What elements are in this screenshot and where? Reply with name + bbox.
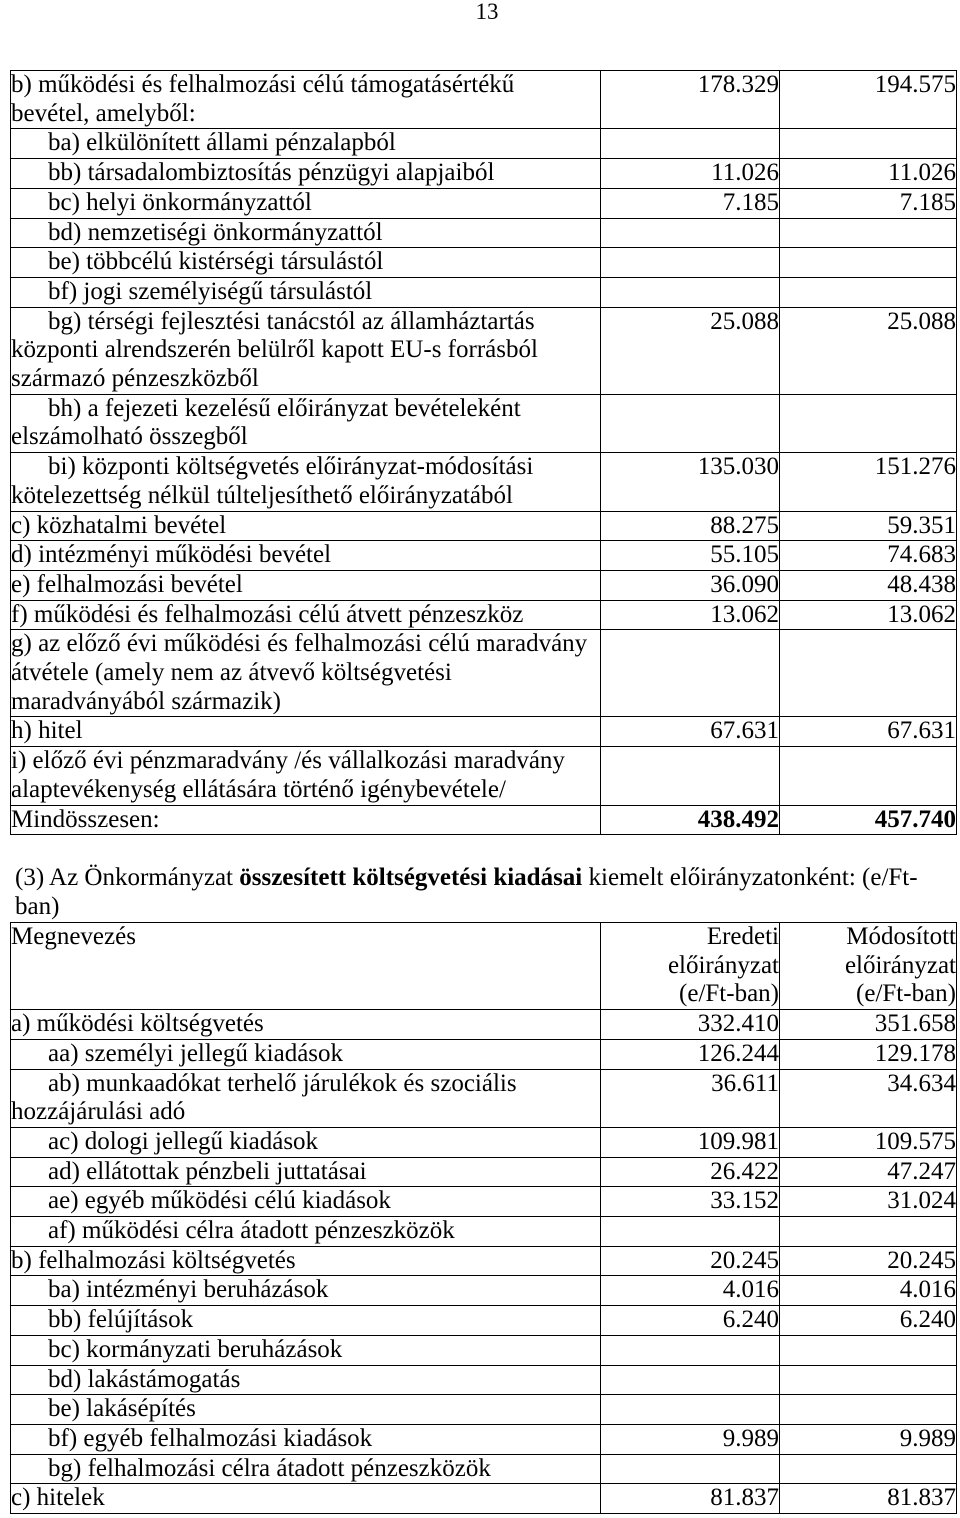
row-label: [11, 747, 601, 805]
row-label: [11, 307, 601, 394]
table-row: [11, 1010, 957, 1040]
row-label-line: be) többcélú kistérségi társulástól: [48, 248, 384, 276]
row-label-line: központi alrendszerén belülről kapott EU-s forrásból: [11, 336, 538, 364]
original-value-cell: [601, 1335, 780, 1365]
row-label: [11, 218, 601, 248]
row-label-line: h) hitel: [11, 717, 83, 745]
row-label: [11, 453, 601, 511]
modified-value-cell: 81.837: [780, 1484, 957, 1514]
row-label: [11, 188, 601, 218]
row-label-line: bevétel, amelyből:: [11, 99, 196, 127]
first-value-cell: 178.329: [601, 71, 780, 129]
original-value-cell: [601, 1454, 780, 1484]
table-row: [11, 277, 957, 307]
second-value-cell: [780, 630, 957, 717]
row-label: [11, 541, 601, 571]
row-label-line: bg) felhalmozási célra átadott pénzeszközök: [48, 1454, 491, 1482]
table-row: [11, 1039, 957, 1069]
table-row: [11, 1069, 957, 1127]
row-label-line: bi) központi költségvetés előirányzat-módosítási: [48, 453, 534, 481]
original-value-cell: [601, 1217, 780, 1247]
header-original-line: (e/Ft-ban): [679, 980, 779, 1008]
table-header-row: [11, 923, 957, 1010]
first-total-value: 438.492: [601, 805, 780, 835]
table-row: [11, 747, 957, 805]
table-row: [11, 1365, 957, 1395]
row-label-line: ba) intézményi beruházások: [48, 1276, 329, 1304]
row-label-line: bb) felújítások: [48, 1306, 194, 1334]
heading-emphasis: összesített költségvetési kiadásai: [239, 864, 583, 891]
row-label-line: bh) a fejezeti kezelésű előirányzat bevételeként: [48, 394, 521, 422]
row-label: [11, 71, 601, 129]
row-label: [11, 248, 601, 278]
modified-value-cell: 31.024: [780, 1187, 957, 1217]
first-value-cell: 135.030: [601, 453, 780, 511]
modified-value-cell: [780, 1395, 957, 1425]
table-row: [11, 1187, 957, 1217]
first-value-cell: 13.062: [601, 600, 780, 630]
row-label-line: származó pénzeszközből: [11, 365, 259, 393]
original-value-cell: [601, 1395, 780, 1425]
row-label-line: elszámolható összegből: [11, 423, 248, 451]
table-row: [11, 1217, 957, 1247]
row-label-line: be) lakásépítés: [48, 1395, 196, 1423]
table-row: [11, 1454, 957, 1484]
original-value-cell: 332.410: [601, 1010, 780, 1040]
row-label-line: bb) társadalombiztosítás pénzügyi alapjaiból: [48, 159, 495, 187]
modified-value-cell: 47.247: [780, 1157, 957, 1187]
row-label: [11, 1157, 601, 1187]
table-row: [11, 218, 957, 248]
row-label-line: a) működési költségvetés: [11, 1010, 264, 1038]
row-label-line: bd) nemzetiségi önkormányzattól: [48, 218, 383, 246]
second-value-cell: 151.276: [780, 453, 957, 511]
row-label-line: ba) elkülönített állami pénzalapból: [48, 129, 396, 157]
modified-value-cell: [780, 1454, 957, 1484]
header-modified-line: (e/Ft-ban): [856, 980, 956, 1008]
row-label: [11, 717, 601, 747]
row-label: [11, 1365, 601, 1395]
modified-value-cell: [780, 1365, 957, 1395]
modified-value-cell: 109.575: [780, 1127, 957, 1157]
original-value-cell: 20.245: [601, 1246, 780, 1276]
original-value-cell: 109.981: [601, 1127, 780, 1157]
table-row: [11, 1306, 957, 1336]
row-label-line: kötelezettség nélkül túlteljesíthető előirányzatából: [11, 481, 513, 509]
modified-value-cell: 4.016: [780, 1276, 957, 1306]
table-row: [11, 630, 957, 717]
heading-prefix: (3) Az Önkormányzat: [15, 864, 233, 891]
header-modified-cell: [780, 923, 957, 1010]
row-label-line: bc) helyi önkormányzattól: [48, 188, 312, 216]
modified-value-cell: 9.989: [780, 1424, 957, 1454]
second-value-cell: 194.575: [780, 71, 957, 129]
modified-value-cell: 129.178: [780, 1039, 957, 1069]
original-value-cell: 4.016: [601, 1276, 780, 1306]
total-row: [11, 805, 957, 835]
first-value-cell: 11.026: [601, 159, 780, 189]
row-label-line: bf) egyéb felhalmozási kiadások: [48, 1424, 373, 1452]
original-value-cell: 33.152: [601, 1187, 780, 1217]
modified-value-cell: 6.240: [780, 1306, 957, 1336]
page-number: 13: [475, 0, 499, 24]
first-value-cell: 36.090: [601, 570, 780, 600]
row-label-line: maradványából származik): [11, 687, 282, 715]
first-value-cell: [601, 218, 780, 248]
original-value-cell: [601, 1365, 780, 1395]
second-total-value: 457.740: [780, 805, 957, 835]
section-heading-continuation: ban): [15, 892, 60, 920]
header-modified-line: előirányzat: [844, 951, 956, 979]
second-value-cell: 7.185: [780, 188, 957, 218]
header-name-cell: [11, 923, 601, 1010]
row-label: [11, 159, 601, 189]
first-value-cell: 55.105: [601, 541, 780, 571]
row-label: [11, 570, 601, 600]
row-label: [11, 1276, 601, 1306]
header-name: Megnevezés: [11, 923, 136, 950]
second-value-cell: 74.683: [780, 541, 957, 571]
table-row: [11, 570, 957, 600]
second-value-cell: 48.438: [780, 570, 957, 600]
first-value-cell: [601, 248, 780, 278]
original-value-cell: 9.989: [601, 1424, 780, 1454]
row-label: [11, 1039, 601, 1069]
row-label-line: i) előző évi pénzmaradvány /és vállalkozási maradvány: [11, 747, 565, 775]
second-value-cell: 59.351: [780, 511, 957, 541]
row-label: [11, 1127, 601, 1157]
row-label-line: ab) munkaadókat terhelő járulékok és szociális: [48, 1069, 517, 1097]
row-label-line: átvétele (amely nem az átvevő költségvetési: [11, 659, 452, 687]
table-row: [11, 307, 957, 394]
table-row: [11, 541, 957, 571]
row-label-line: d) intézményi működési bevétel: [11, 541, 332, 569]
row-label: [11, 1335, 601, 1365]
heading-suffix: kiemelt előirányzatonként: (e/Ft-: [588, 864, 918, 891]
section-heading: [15, 864, 918, 921]
table-row: [11, 1484, 957, 1514]
row-label-line: af) működési célra átadott pénzeszközök: [48, 1217, 455, 1245]
row-label: [11, 1187, 601, 1217]
first-value-cell: [601, 277, 780, 307]
table-row: [11, 129, 957, 159]
row-label-line: hozzájárulási adó: [11, 1098, 186, 1126]
row-label: [11, 129, 601, 159]
row-label: [11, 277, 601, 307]
modified-value-cell: [780, 1335, 957, 1365]
table-row: [11, 188, 957, 218]
table-row: [11, 1395, 957, 1425]
row-label-line: bd) lakástámogatás: [48, 1365, 241, 1393]
table-row: [11, 1276, 957, 1306]
table-row: [11, 394, 957, 452]
table-row: [11, 159, 957, 189]
row-label-line: e) felhalmozási bevétel: [11, 570, 243, 598]
table-row: [11, 717, 957, 747]
modified-value-cell: 351.658: [780, 1010, 957, 1040]
second-value-cell: 11.026: [780, 159, 957, 189]
original-value-cell: 6.240: [601, 1306, 780, 1336]
row-label: [11, 394, 601, 452]
second-value-cell: [780, 747, 957, 805]
row-label-line: bc) kormányzati beruházások: [48, 1335, 343, 1363]
row-label-line: f) működési és felhalmozási célú átvett pénzeszköz: [11, 600, 524, 628]
first-value-cell: [601, 394, 780, 452]
row-label: [11, 1306, 601, 1336]
row-label-line: b) felhalmozási költségvetés: [11, 1246, 296, 1274]
table-row: [11, 453, 957, 511]
row-label: [11, 1484, 601, 1514]
row-label: [11, 1010, 601, 1040]
row-label: [11, 1424, 601, 1454]
table-row: [11, 71, 957, 129]
first-value-cell: 67.631: [601, 717, 780, 747]
second-value-cell: [780, 129, 957, 159]
original-value-cell: 26.422: [601, 1157, 780, 1187]
table-row: [11, 600, 957, 630]
row-label-line: Mindösszesen:: [11, 805, 160, 833]
second-value-cell: [780, 277, 957, 307]
second-value-cell: [780, 248, 957, 278]
row-label: [11, 1395, 601, 1425]
first-value-cell: 25.088: [601, 307, 780, 394]
modified-value-cell: 34.634: [780, 1069, 957, 1127]
original-value-cell: 81.837: [601, 1484, 780, 1514]
section-heading-line: [15, 864, 918, 893]
second-value-cell: [780, 394, 957, 452]
first-value-cell: [601, 630, 780, 717]
header-modified-line: Módosított: [846, 923, 956, 950]
row-label-line: c) közhatalmi bevétel: [11, 511, 227, 539]
second-value-cell: [780, 218, 957, 248]
row-label-line: bg) térségi fejlesztési tanácstól az államháztartás: [48, 307, 535, 335]
first-value-cell: 7.185: [601, 188, 780, 218]
total-label: [11, 805, 601, 835]
modified-value-cell: 20.245: [780, 1246, 957, 1276]
row-label-line: ae) egyéb működési célú kiadások: [48, 1187, 391, 1215]
header-original-line: Eredeti: [706, 923, 779, 950]
second-value-cell: 67.631: [780, 717, 957, 747]
row-label: [11, 630, 601, 717]
modified-value-cell: [780, 1217, 957, 1247]
first-value-cell: 88.275: [601, 511, 780, 541]
table-row: [11, 1335, 957, 1365]
first-value-cell: [601, 129, 780, 159]
first-value-cell: [601, 747, 780, 805]
table-row: [11, 1157, 957, 1187]
second-value-cell: 25.088: [780, 307, 957, 394]
row-label: [11, 511, 601, 541]
original-value-cell: 36.611: [601, 1069, 780, 1127]
row-label: [11, 1217, 601, 1247]
table-row: [11, 511, 957, 541]
original-value-cell: 126.244: [601, 1039, 780, 1069]
expense-table: [10, 922, 957, 1514]
table-row: [11, 1424, 957, 1454]
table-row: [11, 248, 957, 278]
income-table: [10, 70, 957, 835]
row-label-line: ad) ellátottak pénzbeli juttatásai: [48, 1157, 367, 1185]
row-label: [11, 1454, 601, 1484]
row-label-line: b) működési és felhalmozási célú támogatásértékű: [11, 71, 515, 98]
row-label: [11, 1069, 601, 1127]
row-label: [11, 600, 601, 630]
row-label-line: bf) jogi személyiségű társulástól: [48, 277, 373, 305]
row-label-line: alaptevékenység ellátására történő igénybevétele/: [11, 775, 506, 803]
table-row: [11, 1246, 957, 1276]
row-label-line: g) az előző évi működési és felhalmozási célú maradvány: [11, 630, 588, 658]
table-row: [11, 1127, 957, 1157]
row-label-line: ac) dologi jellegű kiadások: [48, 1127, 319, 1155]
header-original-line: előirányzat: [667, 951, 779, 979]
second-value-cell: 13.062: [780, 600, 957, 630]
row-label-line: c) hitelek: [11, 1484, 105, 1512]
row-label: [11, 1246, 601, 1276]
row-label-line: aa) személyi jellegű kiadások: [48, 1039, 344, 1067]
header-original-cell: [601, 923, 780, 1010]
